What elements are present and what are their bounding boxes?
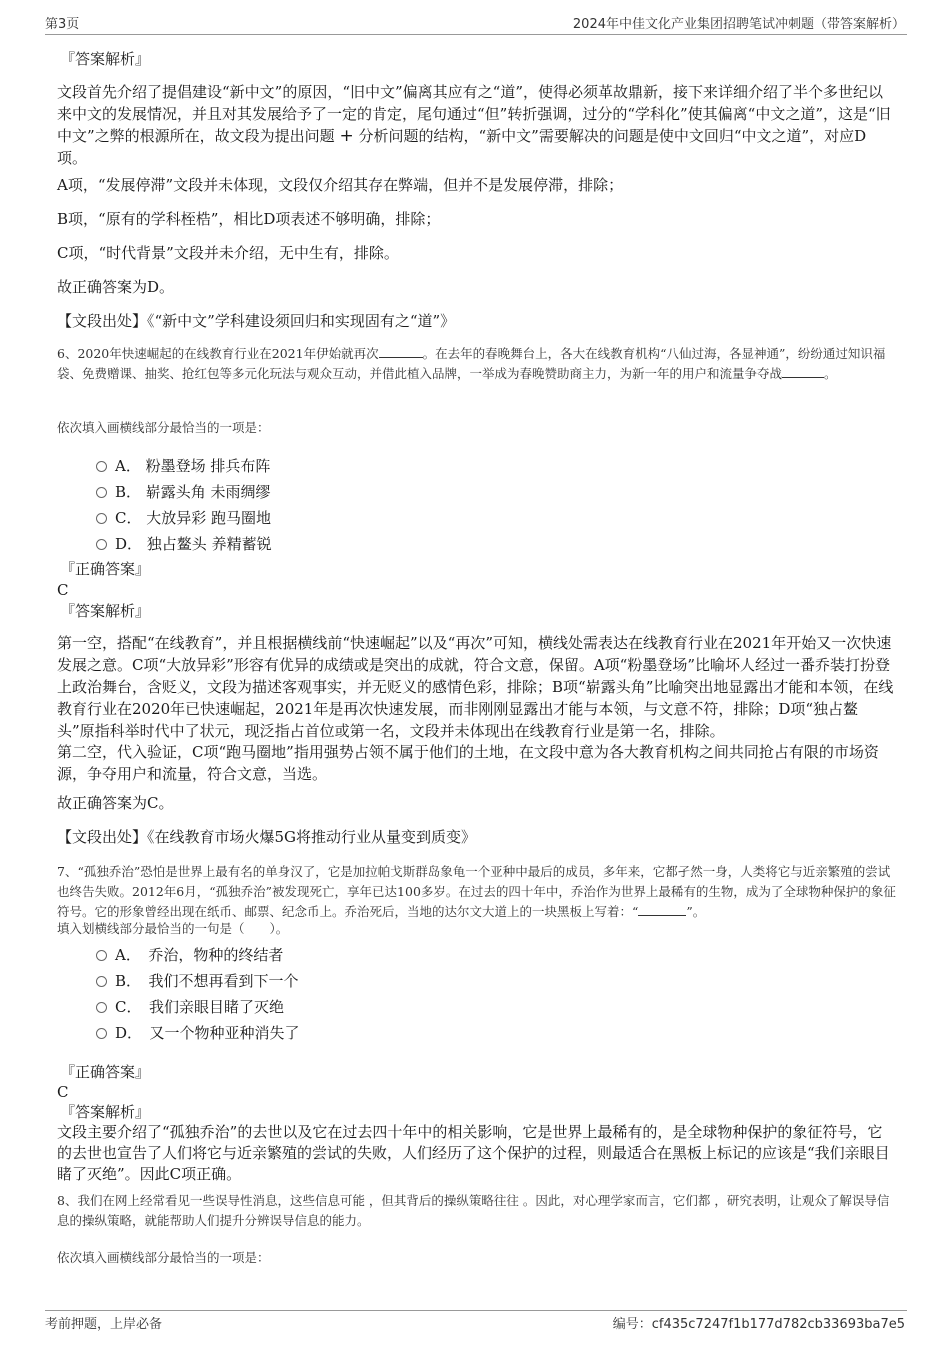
fill-blank (782, 377, 824, 378)
analysis-label: 『答案解析』 (60, 50, 151, 68)
analysis-paragraph (57, 81, 895, 169)
option-c-analysis: C项，“时代背景”文段并未介绍，无中生有，排除。 (57, 244, 399, 262)
footer-slogan: 考前押题，上岸必备 (45, 1317, 163, 1332)
option-label: D． 又一个物种亚种消失了 (115, 1024, 300, 1042)
fill-blank (379, 357, 423, 358)
analysis-paragraph-2: 第二空，代入验证，C项“跑马圈地”指用强势占领不属于他们的土地，在文段中意为各大教育机构之间共同抢占有限的市场资源，争夺用户和流量，符合文意，当选。 (57, 743, 879, 783)
option-b-analysis: B项，“原有的学科桎梏”，相比D项表述不够明确，排除； (57, 210, 441, 228)
question-7-text-b: ”。 (686, 904, 706, 919)
option-a[interactable] (96, 455, 270, 476)
question-6-stem (57, 344, 897, 384)
option-label: A． 乔治，物种的终结者 (115, 946, 284, 964)
question-6-text-c: 。 (824, 366, 837, 381)
question-6-text-b: 。在去年的春晚舞台上，各大在线教育机构“八仙过海，各显神通”，纷纷通过知识福袋、免费赠课、抽奖、抢红包等多元化玩法与观众互动，并借此植入品牌，一举成为春晚赞助商主力，为新一年的用户和流量争夺战 (57, 346, 886, 381)
analysis-label: 『答案解析』 (60, 1103, 151, 1121)
option-c[interactable] (96, 507, 271, 528)
footer-divider (45, 1310, 907, 1311)
document-title: 2024年中佳文化产业集团招聘笔试冲刺题（带答案解析） (572, 17, 905, 32)
radio-icon[interactable] (96, 539, 107, 550)
correct-answer: C (57, 581, 69, 599)
option-d[interactable] (96, 533, 272, 554)
question-6-instruction: 依次填入画横线部分最恰当的一项是： (57, 420, 270, 435)
option-b[interactable] (96, 481, 271, 502)
option-b[interactable] (96, 970, 299, 991)
option-label: C． 我们亲眼目睹了灭绝 (115, 998, 284, 1016)
option-label: B． 我们不想再看到下一个 (115, 972, 299, 990)
correct-answer-label: 『正确答案』 (60, 560, 151, 578)
conclusion: 故正确答案为C。 (57, 794, 174, 812)
analysis-label: 『答案解析』 (60, 602, 151, 620)
fill-blank (638, 915, 686, 916)
radio-icon[interactable] (96, 461, 107, 472)
question-8-instruction: 依次填入画横线部分最恰当的一项是： (57, 1250, 270, 1265)
question-8-stem: 8、我们在网上经常看见一些误导性消息，这些信息可能 ，但其背后的操纵策略往往 。因此，对心理学家而言，它们都 ，研究表明，让观众了解误导信息的操纵策略，就能帮助人们提升分辨误导信息的能力。 (57, 1193, 890, 1228)
option-label: D． 独占鳌头 养精蓄锐 (115, 535, 272, 553)
analysis-paragraph: 文段主要介绍了“孤独乔治”的去世以及它在过去四十年中的相关影响，它是世界上最稀有的，是全球物种保护的象征符号，它的去世也宣告了人们将它与近亲繁殖的尝试的失败，人们经历了这个保护的过程，则最适合在黑板上标记的应该是“我们亲眼目睹了灭绝”。因此C项正确。 (57, 1123, 890, 1183)
option-a[interactable] (96, 944, 283, 965)
question-7-instruction: 填入划横线部分最恰当的一句是（ ）。 (57, 921, 289, 936)
radio-icon[interactable] (96, 950, 107, 961)
analysis-text-part-1: 文段首先介绍了提倡建设“新中文”的原因，“旧中文”偏离其应有之“道”，使得必须革故鼎新，接下来详细介绍了半个多世纪以来中文的发展情况，并且对其发展给予了一定的肯定，尾句通过“但”转折强调，过分的“学科化”使其偏离“中文之道”，这是“旧中文”之弊的根源所在，故文段为提出问题 (57, 83, 891, 145)
correct-answer: C (57, 1083, 69, 1101)
plus-symbol: + (339, 126, 354, 146)
option-a-analysis: A项，“发展停滞”文段并未体现，文段仅介绍其存在弊端，但并不是发展停滞，排除； (57, 176, 624, 194)
question-6-text-a: 6、2020年快速崛起的在线教育行业在2021年伊始就再次 (57, 346, 379, 361)
analysis-text-part-2: 分析问题的结构，“新中文”需要解决的问题是使中文回归“中文之道”，对应D项。 (57, 127, 867, 167)
option-label: A． 粉墨登场 排兵布阵 (115, 457, 271, 475)
radio-icon[interactable] (96, 976, 107, 987)
radio-icon[interactable] (96, 1028, 107, 1039)
page-number: 第3页 (45, 17, 80, 32)
option-d[interactable] (96, 1022, 300, 1043)
question-7-text-a: 7、“孤独乔治”恐怕是世界上最有名的单身汉了，它是加拉帕戈斯群岛象龟一个亚种中最后的成员，多年来，它都孑然一身，人类将它与近亲繁殖的尝试也终告失败。2012年6月，“孤独乔治”被发现死亡，享年已达100多岁。在过去的四十年中，乔治作为世界上最稀有的生物，成为了全球物种保护的象征符号。它的形象曾经出现在纸币、邮票、纪念币上。乔治死后，当地的达尔文大道上的一块黑板上写着：“ (57, 864, 896, 919)
option-label: C． 大放异彩 跑马圈地 (115, 509, 272, 527)
header-divider (45, 34, 907, 35)
radio-icon[interactable] (96, 487, 107, 498)
option-c[interactable] (96, 996, 284, 1017)
conclusion: 故正确答案为D。 (57, 278, 175, 296)
correct-answer-label: 『正确答案』 (60, 1063, 151, 1081)
question-7-stem (57, 862, 897, 922)
document-code-label: 编号： (612, 1317, 652, 1332)
source-citation: 【文段出处】《在线教育市场火爆5G将推动行业从量变到质变》 (57, 828, 477, 846)
option-label: B． 崭露头角 未雨绸缪 (115, 483, 271, 501)
radio-icon[interactable] (96, 1002, 107, 1013)
document-code (613, 1313, 905, 1332)
document-code-value: cf435c7247f1b177d782cb33693ba7e5 (651, 1317, 905, 1332)
source-citation: 【文段出处】《“新中文”学科建设须回归和实现固有之“道”》 (57, 312, 456, 330)
radio-icon[interactable] (96, 513, 107, 524)
analysis-paragraph-1: 第一空，搭配“在线教育”，并且根据横线前“快速崛起”以及“再次”可知，横线处需表达在线教育行业在2021年开始又一次快速发展之意。C项“大放异彩”形容有优异的成绩或是突出的成就，符合文意，保留。A项“粉墨登场”比喻坏人经过一番乔装打扮登上政治舞台，含贬义，文段为描述客观事实，并无贬义的感情色彩，排除；B项“崭露头角”比喻突出地显露出才能和本领，在线教育行业在2020年已快速崛起，2021年是再次快速发展，而非刚刚显露出才能与本领，与文意不符，排除；D项“独占鳌头”原指科举时代中了状元，现泛指占首位或第一名，文段并未体现出在线教育行业是第一名，排除。 (57, 634, 894, 740)
